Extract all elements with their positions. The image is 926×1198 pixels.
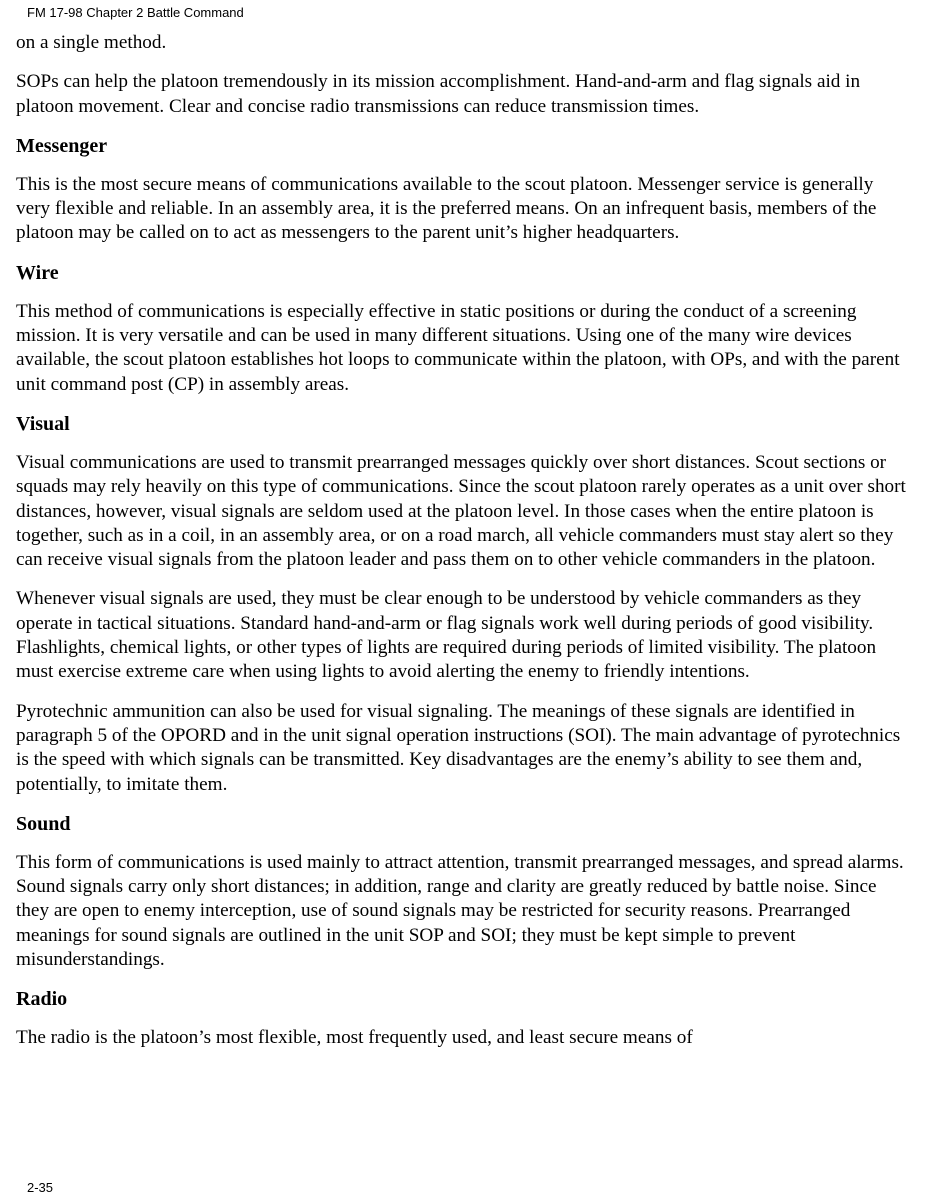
section-heading-wire: Wire <box>16 261 59 284</box>
messenger-paragraph: This is the most secure means of communications available to the scout platoon. Messenger service is generally very flexible and reliable. In an assembly area, it is the preferred means. On an infrequent basis, members of the platoon may be called on to act as messengers to the parent unit’s higher headquarters. <box>16 173 877 244</box>
document-body <box>16 31 910 1066</box>
section-heading-visual: Visual <box>16 412 70 435</box>
visual-paragraph-2: Whenever visual signals are used, they must be clear enough to be understood by vehicle commanders as they operate in tactical situations. Standard hand-and-arm or flag signals work well during periods of good visibility. Flashlights, chemical lights, or other types of lights are required during periods of limited visibility. The platoon must exercise extreme care when using lights to avoid alerting the enemy to friendly intentions. <box>16 588 877 683</box>
section-heading-radio: Radio <box>16 988 68 1011</box>
radio-paragraph: The radio is the platoon’s most flexible, most frequently used, and least secure means of <box>16 1027 693 1049</box>
section-heading-sound: Sound <box>16 812 71 835</box>
wire-paragraph: This method of communications is especially effective in static positions or during the conduct of a screening mission. It is very versatile and can be used in many different situations. Using one of the many wire devices available, the scout platoon establishes hot loops to communicate within the platoon, with OPs, and with the parent unit command post (CP) in assembly areas. <box>16 300 900 395</box>
sound-paragraph: This form of communications is used mainly to attract attention, transmit prearranged messages, and spread alarms. Sound signals carry only short distances; in addition, range and clarity are greatly reduced by battle noise. Since they are open to enemy interception, use of sound signals may be restricted for security reasons. Prearranged meanings for sound signals are outlined in the unit SOP and SOI; they must be kept simple to prevent misunderstandings. <box>16 851 904 971</box>
page-number: 2-35 <box>27 1180 54 1195</box>
visual-paragraph-3: Pyrotechnic ammunition can also be used for visual signaling. The meanings of these signals are identified in paragraph 5 of the OPORD and in the unit signal operation instructions (SOI). The main advantage of pyrotechnics is the speed with which signals can be transmitted. Key disadvantages are the enemy’s ability to see them and, potentially, to imitate them. <box>16 700 901 795</box>
visual-paragraph-1: Visual communications are used to transmit prearranged messages quickly over short distances. Scout sections or squads may rely heavily on this type of communications. Since the scout platoon rarely operates as a unit over short distances, however, visual signals are seldom used at the platoon level. In those cases when the entire platoon is together, such as in a coil, in an assembly area, or on a road march, all vehicle commanders must stay alert so they can receive visual signals from the platoon leader and pass them on to other vehicle commanders in the platoon. <box>16 451 906 571</box>
intro-continuation: on a single method. <box>16 32 167 53</box>
running-header: FM 17-98 Chapter 2 Battle Command <box>27 5 244 20</box>
intro-paragraph: SOPs can help the platoon tremendously in its mission accomplishment. Hand-and-arm and flag signals aid in platoon movement. Clear and concise radio transmissions can reduce transmission times. <box>16 71 861 117</box>
section-heading-messenger: Messenger <box>16 134 108 157</box>
